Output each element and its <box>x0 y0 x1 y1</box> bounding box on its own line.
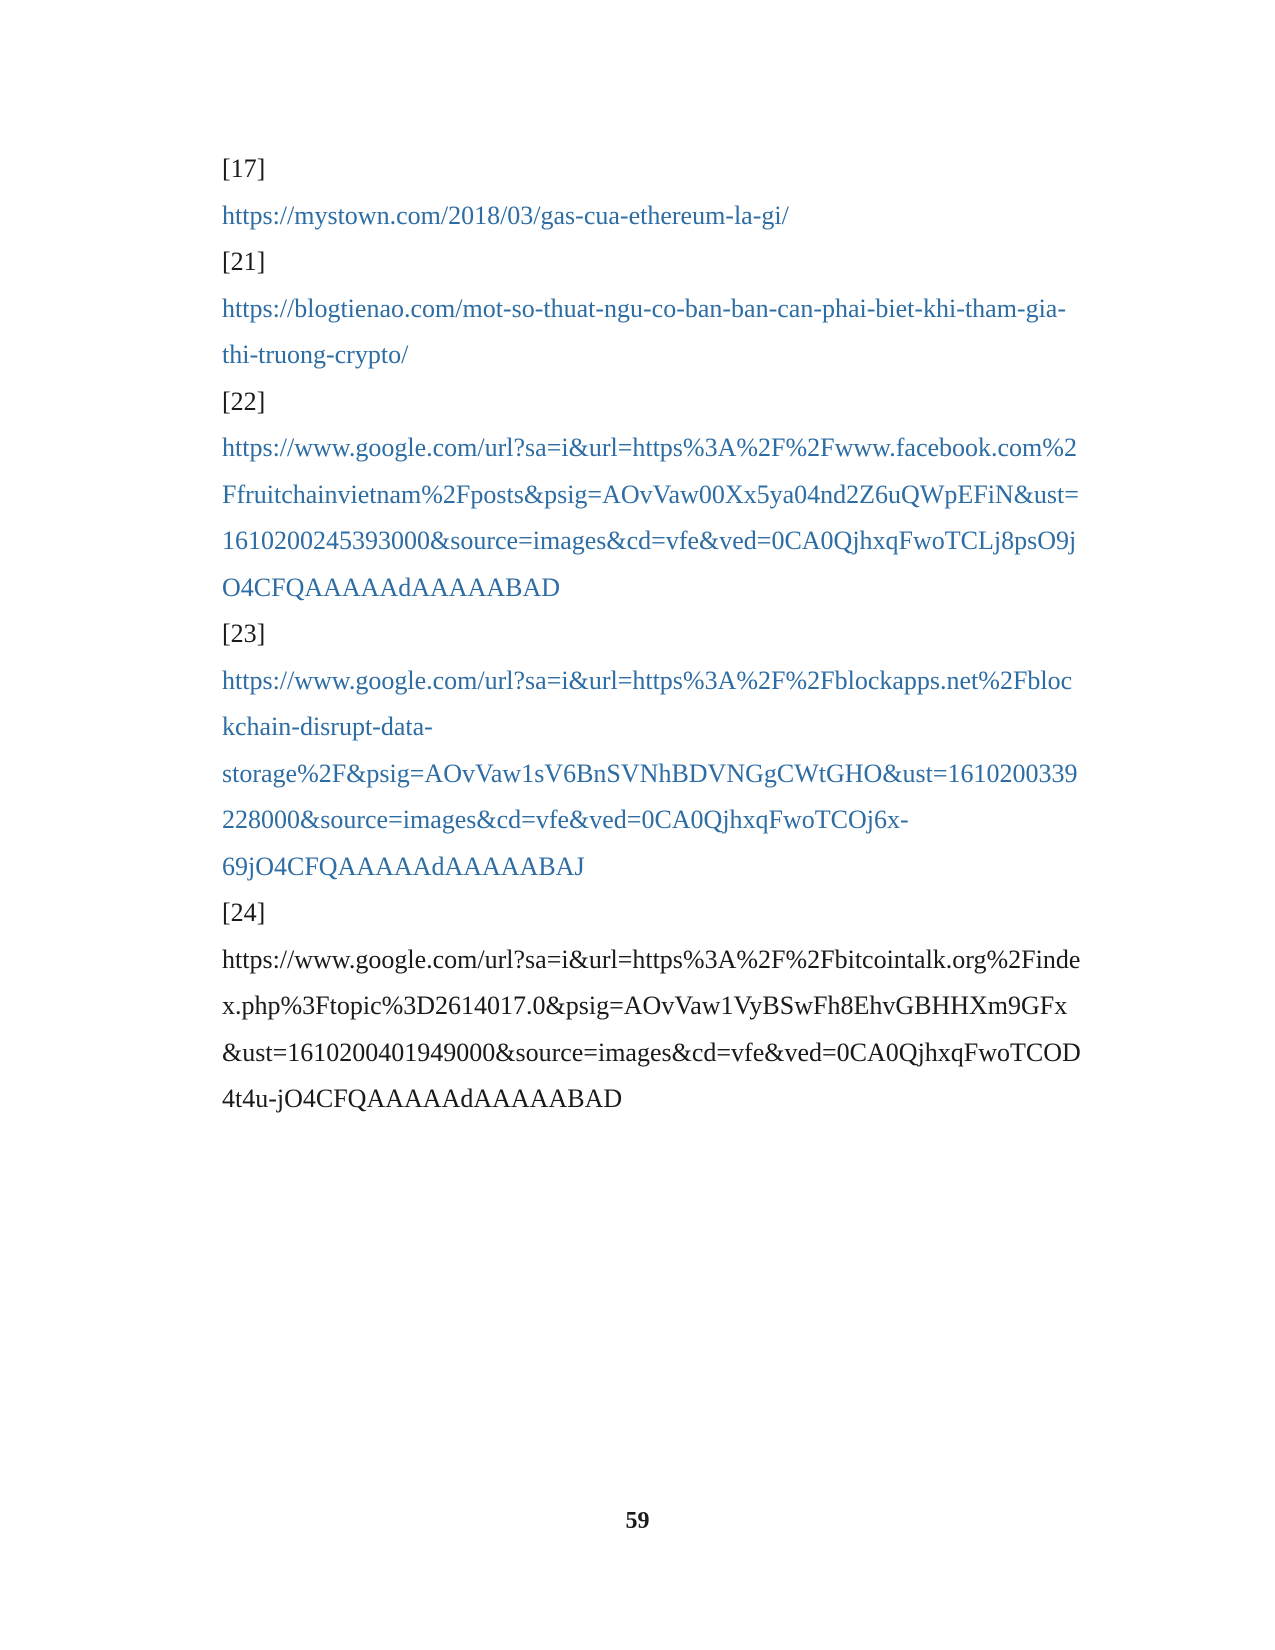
reference-label: [21] <box>222 247 266 276</box>
reference-link[interactable]: Ffruitchainvietnam%2Fposts&psig=AOvVaw00Xx5ya04nd2Z6uQWpEFiN&ust= <box>222 479 1079 509</box>
reference-link[interactable]: O4CFQAAAAAdAAAAABAD <box>222 572 561 602</box>
reference-link[interactable]: kchain-disrupt-data- <box>222 712 433 741</box>
reference-url-text: x.php%3Ftopic%3D2614017.0&psig=AOvVaw1VyBSwFh8EhvGBHHXm9GFx <box>222 991 1068 1020</box>
reference-list <box>222 146 1122 1123</box>
reference-label: [24] <box>222 898 266 927</box>
reference-url-text: &ust=1610200401949000&source=images&cd=vfe&ved=0CA0QjhxqFwoTCOD <box>222 1037 1081 1067</box>
reference-label: [22] <box>222 386 266 416</box>
reference-link[interactable]: storage%2F&psig=AOvVaw1sV6BnSVNhBDVNGgCWtGHO&ust=1610200339 <box>222 758 1078 788</box>
reference-link[interactable]: 228000&source=images&cd=vfe&ved=0CA0QjhxqFwoTCOj6x- <box>222 805 909 834</box>
reference-link[interactable]: 69jO4CFQAAAAAdAAAAABAJ <box>222 851 585 881</box>
reference-label: [17] <box>222 154 266 183</box>
reference-link[interactable]: 1610200245393000&source=images&cd=vfe&ved=0CA0QjhxqFwoTCLj8psO9j <box>222 526 1077 555</box>
page-number: 59 <box>625 1508 650 1534</box>
reference-link[interactable]: thi-truong-crypto/ <box>222 340 409 369</box>
reference-link[interactable]: https://blogtienao.com/mot-so-thuat-ngu-co-ban-ban-can-phai-biet-khi-tham-gia- <box>222 293 1067 323</box>
reference-url-text: https://www.google.com/url?sa=i&url=https%3A%2F%2Fbitcointalk.org%2Finde <box>222 944 1081 974</box>
reference-link[interactable]: https://www.google.com/url?sa=i&url=https%3A%2F%2Fblockapps.net%2Fbloc <box>222 665 1073 695</box>
reference-link[interactable]: https://mystown.com/2018/03/gas-cua-ethereum-la-gi/ <box>222 200 789 230</box>
reference-link[interactable]: https://www.google.com/url?sa=i&url=https%3A%2F%2Fwww.facebook.com%2 <box>222 433 1077 462</box>
reference-url-text: 4t4u-jO4CFQAAAAAdAAAAABAD <box>222 1084 623 1113</box>
reference-label: [23] <box>222 619 266 648</box>
